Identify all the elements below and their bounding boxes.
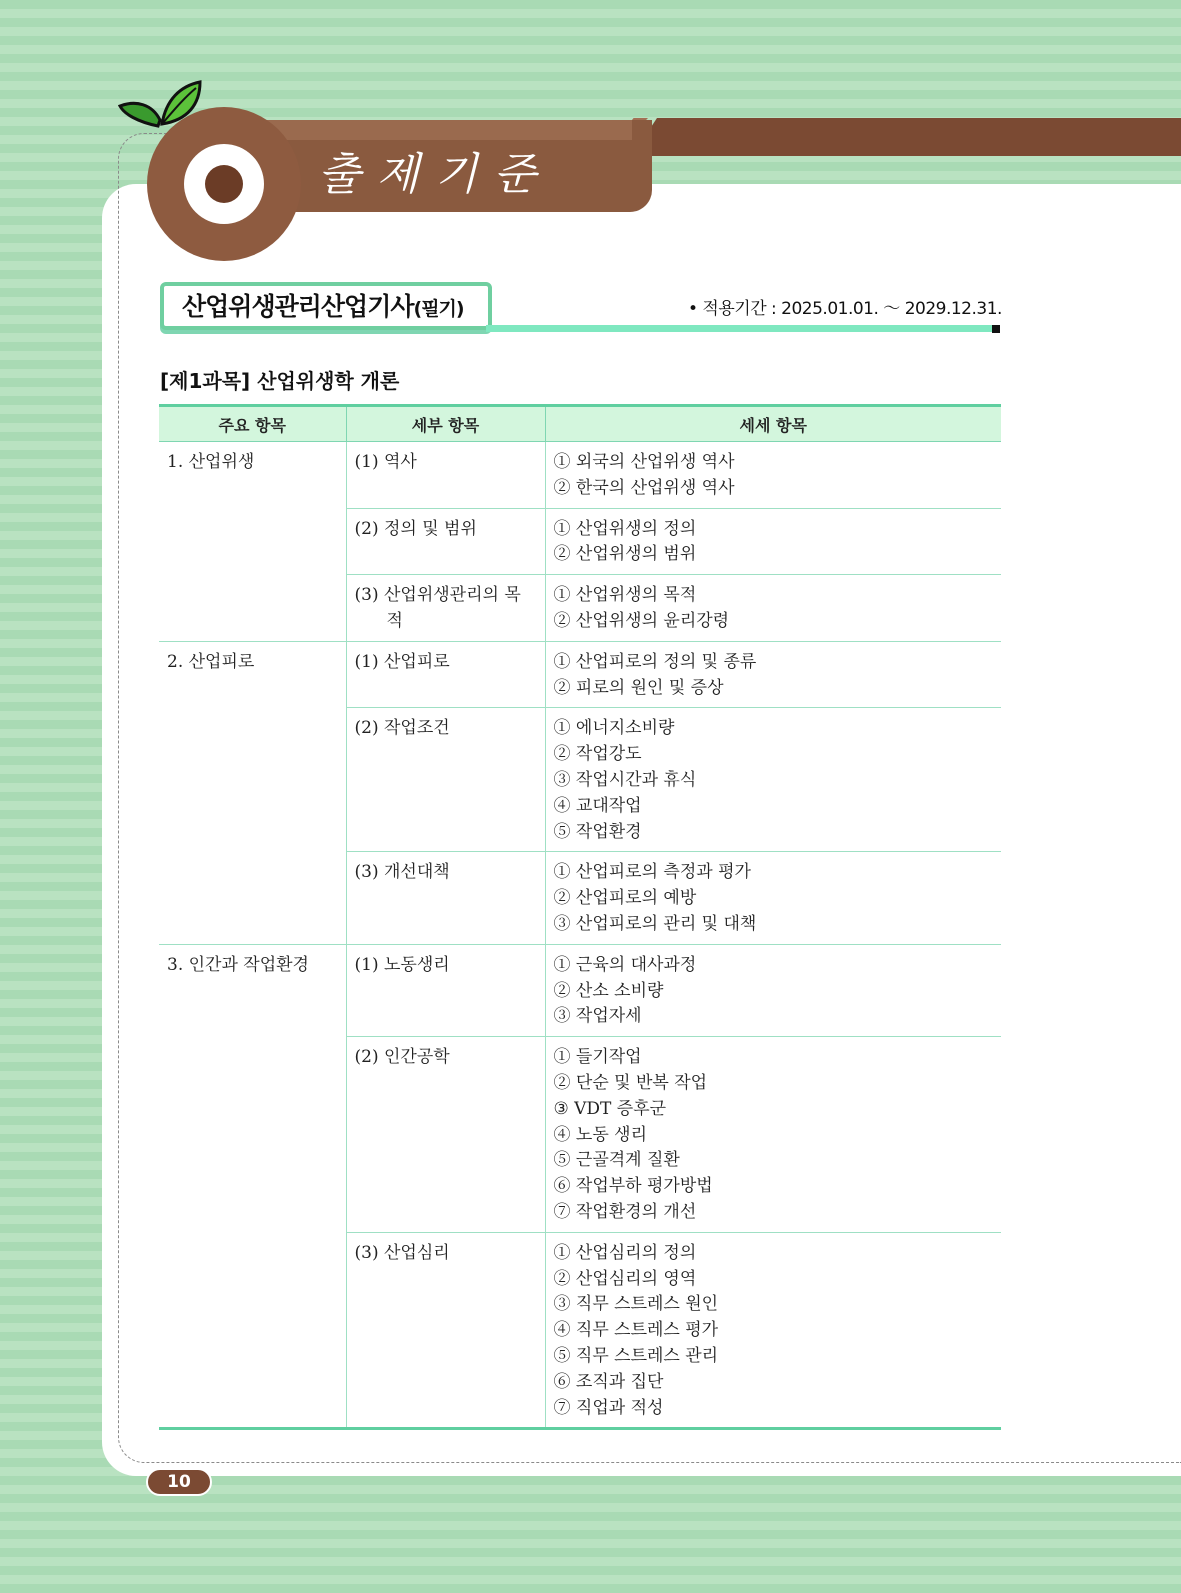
table-row — [159, 708, 1001, 852]
main-item-cell: 1. 산업위생 — [159, 442, 346, 509]
sub-item-text: (2) 작업조건 — [354, 718, 450, 739]
detail-item-cell — [545, 442, 1001, 509]
table-row — [159, 508, 1001, 575]
detail-item-cell — [545, 508, 1001, 575]
table-body — [159, 442, 1001, 1429]
detail-item: ① 들기작업 — [553, 1047, 642, 1068]
detail-item: ② 산업심리의 영역 — [553, 1268, 697, 1289]
detail-item: ⑤ 근골격계 질환 — [553, 1150, 680, 1171]
detail-item-cell — [545, 944, 1001, 1036]
certificate-underline — [486, 325, 999, 332]
leaf-icon — [118, 80, 208, 130]
detail-item: ③ 작업자세 — [553, 1006, 642, 1027]
detail-item-cell — [545, 575, 1001, 642]
criteria-table — [159, 404, 1001, 1430]
detail-item: ② 산업위생의 범위 — [553, 544, 697, 565]
sub-item-text: (3) 산업위생관리의 목적 — [354, 585, 521, 631]
detail-item: ⑤ 직무 스트레스 관리 — [553, 1345, 719, 1366]
detail-item: ③ 직무 스트레스 원인 — [553, 1294, 719, 1315]
detail-item: ⑦ 작업환경의 개선 — [553, 1201, 697, 1222]
main-item-cell: 2. 산업피로 — [159, 641, 346, 708]
sub-item-text: (2) 정의 및 범위 — [354, 518, 477, 539]
sub-item-text: (1) 역사 — [354, 452, 417, 472]
heading-tab-highlight — [232, 120, 632, 140]
detail-item: ② 작업강도 — [553, 744, 642, 765]
sub-item-cell — [346, 852, 545, 944]
header-brown-bar — [632, 118, 1181, 156]
main-item-cell — [159, 1232, 346, 1429]
column-header: 주요 항목 — [159, 406, 346, 442]
sub-item-text: (1) 노동생리 — [354, 954, 450, 975]
sub-item-cell — [346, 575, 545, 642]
detail-item: ① 산업피로의 측정과 평가 — [553, 862, 751, 883]
sub-item-cell — [346, 442, 545, 509]
detail-item-cell — [545, 708, 1001, 852]
detail-item: ① 에너지소비량 — [553, 718, 675, 739]
detail-item: ① 산업피로의 정의 및 종류 — [553, 651, 757, 672]
sub-item-cell — [346, 1037, 545, 1233]
certificate-title — [182, 287, 464, 327]
detail-item: ④ 직무 스트레스 평가 — [553, 1320, 719, 1341]
main-item-cell — [159, 708, 346, 852]
sub-item-cell — [346, 708, 545, 852]
detail-item: ⑤ 작업환경 — [553, 821, 642, 842]
detail-item: ① 산업심리의 정의 — [553, 1242, 697, 1263]
detail-item: ⑥ 작업부하 평가방법 — [553, 1176, 713, 1197]
table-row — [159, 641, 1001, 708]
sub-item-text: (1) 산업피로 — [354, 651, 450, 672]
detail-item-cell — [545, 641, 1001, 708]
main-item-cell — [159, 575, 346, 642]
sub-item-text: (3) 개선대책 — [354, 862, 450, 883]
sub-item-cell — [346, 641, 545, 708]
sub-item-text: (2) 인간공학 — [354, 1047, 450, 1068]
sub-item-cell — [346, 944, 545, 1036]
table-row — [159, 1037, 1001, 1233]
table-header-row — [159, 406, 1001, 442]
detail-item: ① 근육의 대사과정 — [553, 954, 697, 975]
detail-item-cell — [545, 1037, 1001, 1233]
detail-item: ⑦ 직업과 적성 — [553, 1397, 664, 1418]
detail-item: ③ VDT 증후군 — [553, 1098, 667, 1119]
sub-item-cell — [346, 508, 545, 575]
detail-item: ⑥ 조직과 집단 — [553, 1371, 664, 1392]
sub-item-cell — [346, 1232, 545, 1429]
detail-item: ③ 작업시간과 휴식 — [553, 769, 697, 790]
main-item-cell — [159, 1037, 346, 1233]
detail-item: ③ 산업피로의 관리 및 대책 — [553, 913, 757, 934]
table-row — [159, 442, 1001, 509]
sub-item-text: (3) 산업심리 — [354, 1242, 450, 1263]
certificate-underline-end — [992, 325, 1000, 333]
certificate-name: 산업위생관리산업기사 — [182, 292, 414, 321]
application-period: • 적용기간 : 2025.01.01. ～ 2029.12.31. — [688, 299, 1002, 319]
detail-item: ② 산소 소비량 — [553, 980, 664, 1001]
table-row — [159, 1232, 1001, 1429]
table-row — [159, 944, 1001, 1036]
main-item-cell — [159, 852, 346, 944]
page-heading: 출제기준 — [318, 149, 553, 200]
column-header: 세부 항목 — [346, 406, 545, 442]
page-number: 10 — [146, 1468, 212, 1496]
main-item-cell — [159, 508, 346, 575]
certificate-suffix: (필기) — [413, 298, 464, 320]
detail-item: ② 피로의 원인 및 증상 — [553, 677, 724, 698]
table-row — [159, 852, 1001, 944]
detail-item: ② 단순 및 반복 작업 — [553, 1072, 708, 1093]
column-header: 세세 항목 — [545, 406, 1001, 442]
detail-item: ② 산업피로의 예방 — [553, 888, 697, 909]
main-item-cell: 3. 인간과 작업환경 — [159, 944, 346, 1036]
detail-item: ① 산업위생의 정의 — [553, 518, 697, 539]
detail-item: ② 한국의 산업위생 역사 — [553, 477, 735, 498]
detail-item: ④ 교대작업 — [553, 795, 642, 816]
detail-item: ① 산업위생의 목적 — [553, 585, 697, 606]
detail-item: ④ 노동 생리 — [553, 1124, 647, 1145]
detail-item: ② 산업위생의 윤리강령 — [553, 610, 730, 631]
detail-item-cell — [545, 1232, 1001, 1429]
table-row — [159, 575, 1001, 642]
detail-item: ① 외국의 산업위생 역사 — [553, 452, 735, 472]
logo-dot — [205, 165, 243, 203]
detail-item-cell — [545, 852, 1001, 944]
subject-title: [제1과목] 산업위생학 개론 — [160, 369, 400, 393]
